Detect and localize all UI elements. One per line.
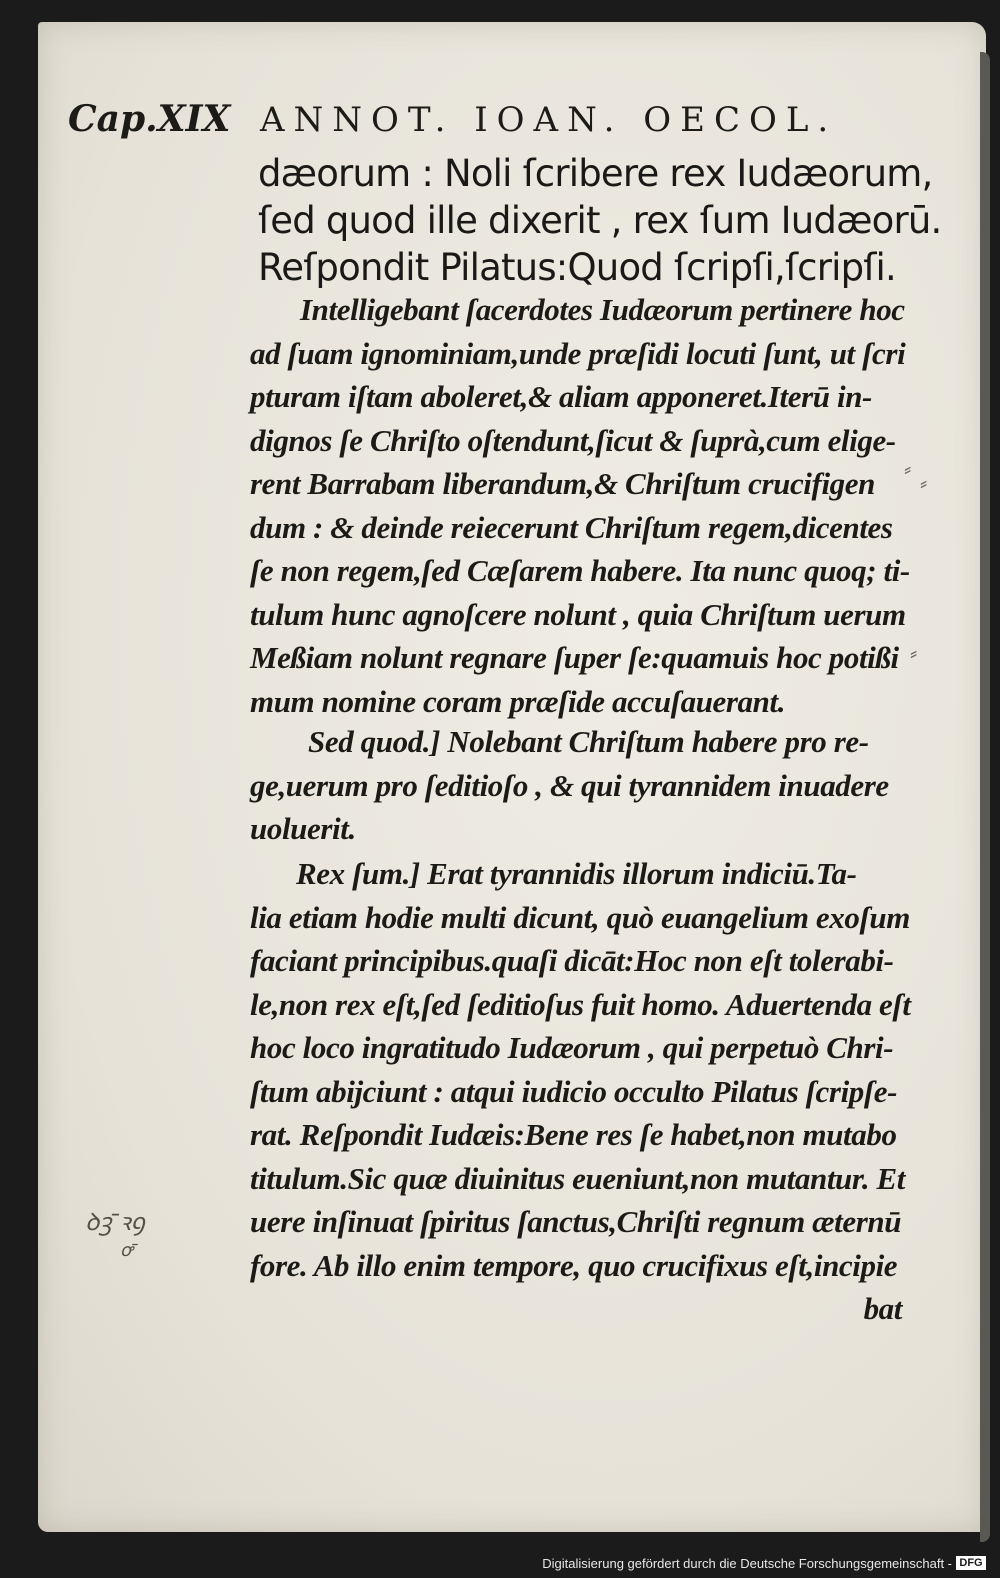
commentary-line: Intelligebant ſacerdotes Iudæorum pertinere hoc bbox=[300, 292, 905, 327]
commentary-line: mum nomine coram præſide accuſauerant. bbox=[250, 683, 786, 719]
commentary-paragraph-3 bbox=[250, 852, 920, 1287]
margin-mark: ⸗ bbox=[920, 471, 928, 496]
footer-bar bbox=[0, 1548, 1000, 1578]
commentary-line: rat. Reſpondit Iudæis:Bene res ſe habet,non mutabo bbox=[250, 1117, 897, 1152]
funding-notice: Digitalisierung gefördert durch die Deutsche Forschungsgemeinschaft - bbox=[542, 1556, 952, 1571]
scripture-line: ſed quod ille dixerit , rex ſum Iudæorū. bbox=[258, 199, 942, 242]
commentary-line: ge,uerum pro ſeditioſo , & qui tyrannidem inuadere bbox=[250, 767, 889, 803]
page-header bbox=[68, 98, 888, 148]
commentary-paragraph-2 bbox=[250, 720, 920, 851]
commentary-line: fore. Ab illo enim tempore, quo crucifixus eſt,incipie bbox=[250, 1247, 898, 1283]
catchword-block bbox=[250, 1287, 920, 1331]
running-title: ANNOT. IOAN. OECOL. bbox=[260, 100, 838, 140]
commentary-line: faciant principibus.quaſi dicāt:Hoc non eſt tolerabi- bbox=[250, 943, 894, 978]
commentary-line: hoc loco ingratitudo Iudæorum , qui perpetuò Chri- bbox=[250, 1030, 894, 1065]
commentary-line: rent Barrabam liberandum,& Chriſtum crucifigen bbox=[250, 466, 875, 501]
commentary-line: le,non rex eſt,ſed ſeditioſus fuit homo. Aduertenda eſt bbox=[250, 986, 911, 1022]
scripture-text bbox=[258, 150, 942, 291]
commentary-line: lia etiam hodie multi dicunt, quò euangelium exoſum bbox=[250, 899, 910, 935]
commentary-line: ſe non regem,ſed Cæſarem habere. Ita nunc quoq; ti- bbox=[250, 553, 910, 588]
commentary-line: uere inſinuat ſpiritus ſanctus,Chriſti regnum æternū bbox=[250, 1204, 902, 1239]
commentary-line: ad ſuam ignominiam,unde præſidi locuti ſunt, ut ſcri bbox=[250, 335, 906, 371]
commentary-line: Meßiam nolunt regnare ſuper ſe:quamuis hoc potißi bbox=[250, 640, 899, 675]
commentary-line: Rex ſum.] Erat tyrannidis illorum indiciū.Ta- bbox=[296, 856, 857, 891]
commentary-line: pturam iſtam aboleret,& aliam apponeret.Iterū in- bbox=[250, 379, 872, 414]
marginal-note: ꝍ̄ bbox=[120, 1240, 133, 1261]
margin-mark: ⸗ bbox=[910, 641, 918, 666]
commentary-line: titulum.Sic quæ diuinitus eueniunt,non mutantur. Et bbox=[250, 1160, 906, 1196]
dfg-logo: DFG bbox=[956, 1556, 986, 1570]
commentary-line: ſtum abijciunt : atqui iudicio occulto Pilatus ſcripſe- bbox=[250, 1073, 898, 1109]
catchword: bat bbox=[863, 1291, 902, 1326]
scripture-line: Reſpondit Pilatus:Quod ſcripſi,ſcripſi. bbox=[258, 246, 896, 289]
marginal-note: ꝺꝫ̄ ꝛꝯ bbox=[85, 1208, 145, 1236]
commentary-paragraph-1 bbox=[250, 288, 920, 723]
scripture-line: dæorum : Noli ſcribere rex Iudæorum, bbox=[258, 152, 933, 195]
commentary-line: tulum hunc agnoſcere nolunt , quia Chriſtum uerum bbox=[250, 596, 906, 632]
commentary-line: uoluerit. bbox=[250, 811, 356, 846]
page-edge bbox=[980, 52, 990, 1542]
commentary-line: dum : & deinde reiecerunt Chriſtum regem,dicentes bbox=[250, 509, 893, 545]
margin-mark: ⸗ bbox=[904, 457, 912, 482]
chapter-label: Cap.XIX bbox=[68, 98, 231, 140]
commentary-line: dignos ſe Chriſto oſtendunt,ſicut & ſuprà,cum elige- bbox=[250, 422, 896, 458]
commentary-line: Sed quod.] Nolebant Chriſtum habere pro re- bbox=[308, 724, 869, 759]
